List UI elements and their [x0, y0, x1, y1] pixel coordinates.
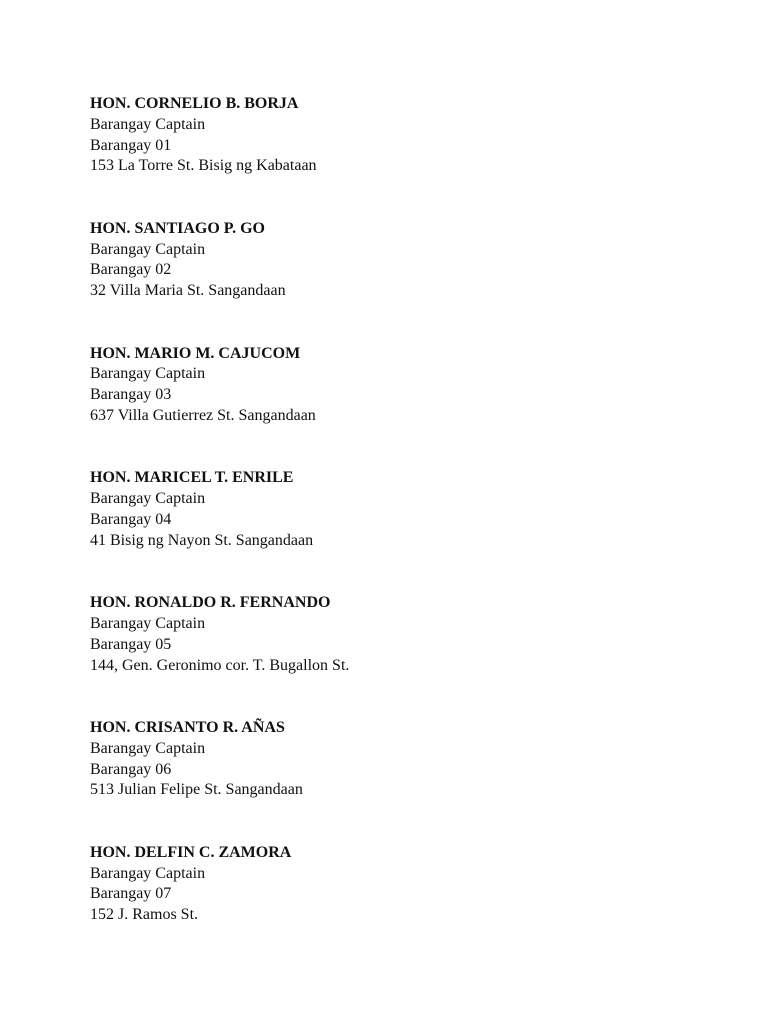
official-barangay: Barangay 06: [90, 760, 172, 778]
official-barangay: Barangay 03: [90, 386, 172, 404]
official-address: 41 Bisig ng Nayon St. Sangandaan: [90, 531, 314, 549]
official-barangay: Barangay 07: [90, 885, 172, 903]
official-position: Barangay Captain: [90, 614, 206, 632]
official-entry: [90, 468, 750, 593]
official-entry: [90, 94, 750, 219]
official-position: Barangay Captain: [90, 240, 206, 258]
official-name: HON. MARIO M. CAJUCOM: [90, 344, 301, 362]
official-entry: [90, 718, 750, 843]
official-barangay: Barangay 05: [90, 635, 172, 653]
official-name: HON. MARICEL T. ENRILE: [90, 469, 294, 487]
official-position: Barangay Captain: [90, 490, 206, 508]
official-barangay: Barangay 01: [90, 136, 172, 154]
official-entry: [90, 593, 750, 718]
official-address: 513 Julian Felipe St. Sangandaan: [90, 781, 303, 799]
official-barangay: Barangay 04: [90, 510, 172, 528]
document-page: [90, 94, 750, 968]
official-position: Barangay Captain: [90, 115, 206, 133]
official-position: Barangay Captain: [90, 739, 206, 757]
official-name: HON. SANTIAGO P. GO: [90, 219, 265, 237]
official-position: Barangay Captain: [90, 365, 206, 383]
official-address: 637 Villa Gutierrez St. Sangandaan: [90, 406, 316, 424]
official-address: 32 Villa Maria St. Sangandaan: [90, 282, 286, 300]
official-name: HON. CORNELIO B. BORJA: [90, 95, 299, 112]
official-name: HON. RONALDO R. FERNANDO: [90, 594, 331, 612]
official-name: HON. CRISANTO R. AÑAS: [90, 718, 285, 736]
official-address: 153 La Torre St. Bisig ng Kabataan: [90, 157, 317, 175]
official-entry: [90, 219, 750, 344]
official-address: 152 J. Ramos St.: [90, 906, 199, 924]
official-address: 144, Gen. Geronimo cor. T. Bugallon St.: [90, 656, 350, 674]
official-position: Barangay Captain: [90, 864, 206, 882]
official-entry: [90, 344, 750, 469]
official-name: HON. DELFIN C. ZAMORA: [90, 843, 292, 861]
official-barangay: Barangay 02: [90, 261, 172, 279]
official-entry: [90, 843, 750, 968]
